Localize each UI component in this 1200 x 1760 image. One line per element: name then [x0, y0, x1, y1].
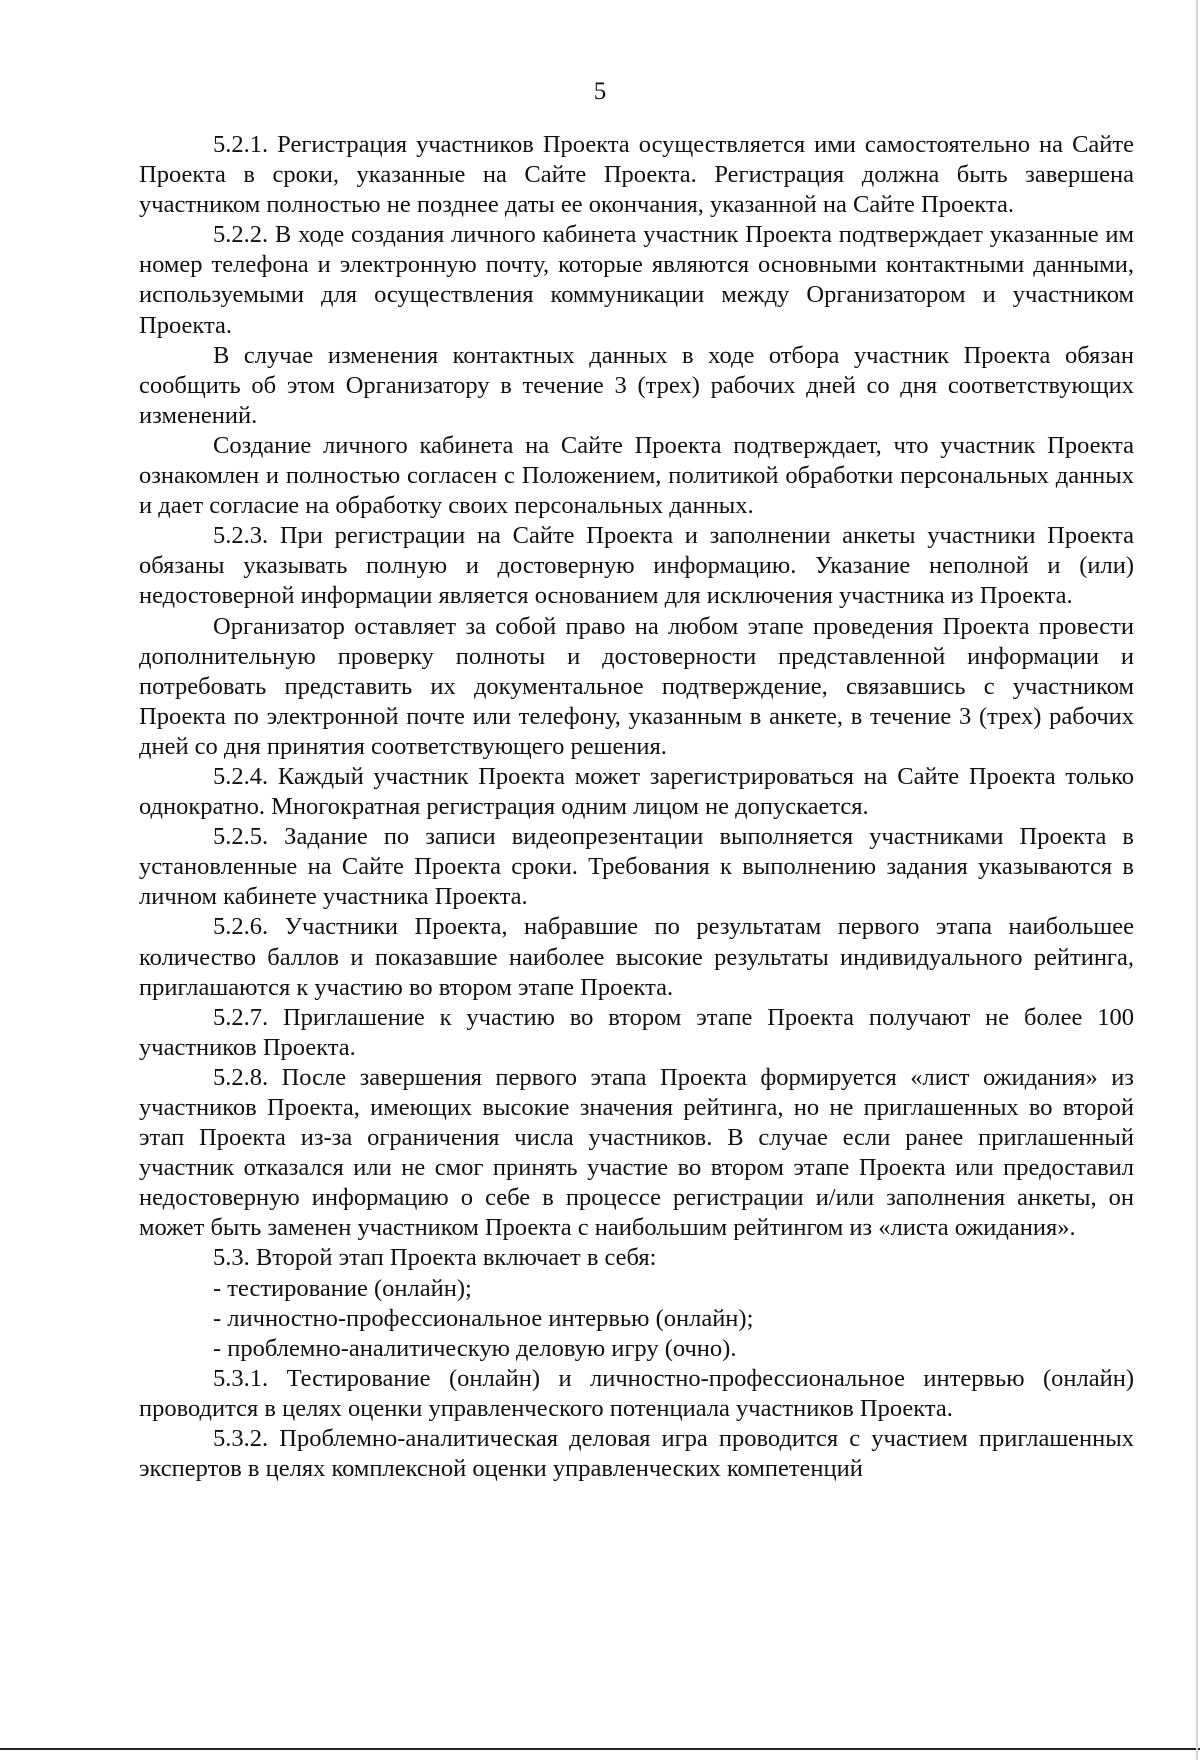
paragraph-5-2-1: 5.2.1. Регистрация участников Проекта осуществляется ими самостоятельно на Сайте Проекта в сроки, указанные на Сайте Проекта. Регистрация должна быть завершена участником полностью не позднее даты ее окончания, указанной на Сайте Проекта.: [139, 131, 1134, 219]
paragraph-5-2-3: 5.2.3. При регистрации на Сайте Проекта и заполнении анкеты участники Проекта обязаны указывать полную и достоверную информацию. Указание неполной и (или) недостоверной информации является основанием для исключения участника из Проекта.: [139, 522, 1134, 610]
paragraph-account-consent: Создание личного кабинета на Сайте Проекта подтверждает, что участник Проекта ознакомлен и полностью согласен с Положением, политикой обработки персональных данных и дает согласие на обработку своих персональных данных.: [139, 431, 1134, 520]
paragraph-5-2-6: 5.2.6. Участники Проекта, набравшие по результатам первого этапа наибольшее количество баллов и показавшие наиболее высокие результаты индивидуального рейтинга, приглашаются к участию во втором этапе Проекта.: [139, 913, 1134, 1001]
paragraph-5-3-1: 5.3.1. Тестирование (онлайн) и личностно-профессиональное интервью (онлайн) проводится в целях оценки управленческого потенциала участников Проекта.: [139, 1364, 1134, 1422]
paragraph-5-2-8: 5.2.8. После завершения первого этапа Проекта формируется «лист ожидания» из участников Проекта, имеющих высокие значения рейтинга, но не приглашенных во второй этап Проекта из-за ограничения числа участников. В случае если ранее приглашенный участник отказался или не смог принять участие во втором этапе Проекта или предоставил недостоверную информацию о себе в процессе регистрации и/или заполнения анкеты, он может быть заменен участником Проекта с наибольшим рейтингом из «листа ожидания».: [139, 1063, 1134, 1242]
paragraph-5-2-2: 5.2.2. В ходе создания личного кабинета участник Проекта подтверждает указанные им номер телефона и электронную почту, которые являются основными контактными данными, используемыми для осуществления коммуникации между Организатором и участником Проекта.: [139, 221, 1134, 339]
page-right-edge: [1196, 0, 1198, 1760]
paragraph-5-2-5: 5.2.5. Задание по записи видеопрезентации выполняется участниками Проекта в установленные на Сайте Проекта сроки. Требования к выполнению задания указываются в личном кабинете участника Проекта.: [139, 823, 1134, 911]
paragraph-contact-change: В случае изменения контактных данных в ходе отбора участник Проекта обязан сообщить об этом Организатору в течение 3 (трех) рабочих дней со дня соответствующих изменений.: [139, 341, 1134, 429]
document-body: [139, 130, 1134, 1484]
list-item-business-game: - проблемно-аналитическую деловую игру (очно).: [213, 1334, 737, 1362]
page-bottom-edge: [0, 1748, 1200, 1750]
list-item-testing: - тестирование (онлайн);: [213, 1274, 472, 1302]
list-item-interview: - личностно-профессиональное интервью (онлайн);: [213, 1304, 754, 1332]
paragraph-organizer-check: Организатор оставляет за собой право на любом этапе проведения Проекта провести дополнительную проверку полноты и достоверности представленной информации и потребовать представить их документальное подтверждение, связавшись с участником Проекта по электронной почте или телефону, указанным в анкете, в течение 3 (трех) рабочих дней со дня принятия соответствующего решения.: [139, 612, 1134, 760]
paragraph-5-3: 5.3. Второй этап Проекта включает в себя:: [213, 1244, 657, 1272]
paragraph-5-2-4: 5.2.4. Каждый участник Проекта может зарегистрироваться на Сайте Проекта только однократно. Многократная регистрация одним лицом не допускается.: [139, 762, 1134, 821]
paragraph-5-2-7: 5.2.7. Приглашение к участию во втором этапе Проекта получают не более 100 участников Проекта.: [139, 1003, 1134, 1061]
page-number: 5: [593, 78, 607, 105]
paragraph-5-3-2: 5.3.2. Проблемно-аналитическая деловая игра проводится с участием приглашенных экспертов в целях комплексной оценки управленческих компетенций: [139, 1425, 1134, 1483]
